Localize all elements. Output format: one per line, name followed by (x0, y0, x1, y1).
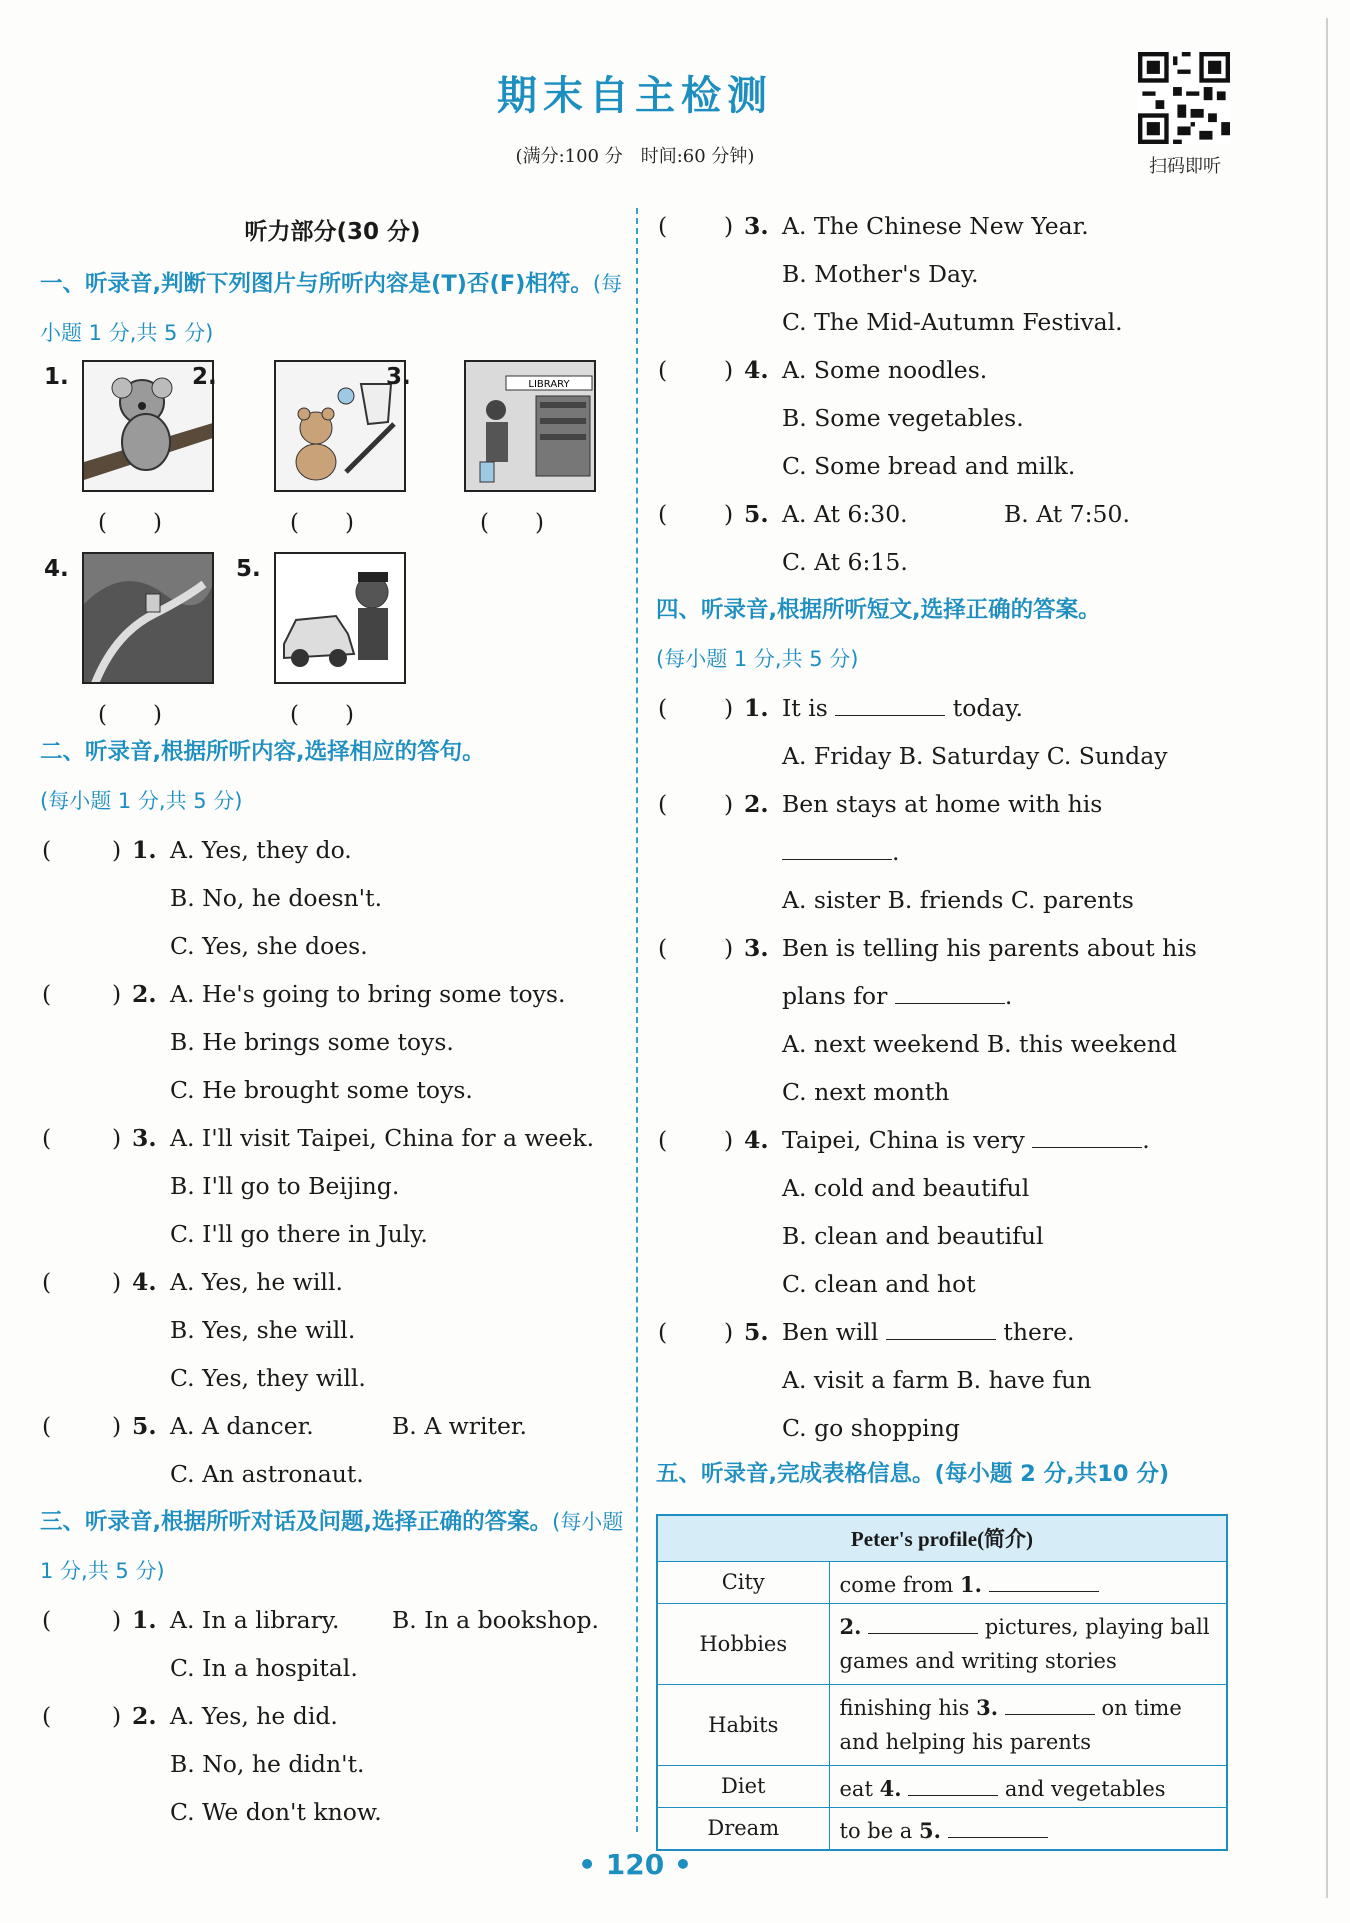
row-content (829, 1561, 1227, 1603)
answer-paren-close: ) (724, 790, 734, 818)
question-item (656, 924, 1231, 972)
question-number: 2. (132, 1702, 157, 1730)
question-item (40, 1692, 625, 1740)
question-stem-end: . (892, 838, 900, 866)
table-row (657, 1603, 1227, 1684)
answer-paren-close: ) (724, 1126, 734, 1154)
blank-number: 2. (839, 1613, 862, 1639)
section2-note: (每小题 1 分,共 5 分) (40, 789, 243, 813)
question-number: 2. (744, 790, 769, 818)
answer-paren-open[interactable]: ( (658, 1126, 668, 1154)
row-text: finishing his (839, 1695, 970, 1720)
answer-paren[interactable]: ( ) (480, 510, 544, 536)
answer-paren[interactable]: ( ) (98, 702, 162, 728)
question-number: 4. (744, 356, 769, 384)
option-b: B. A writer. (392, 1412, 527, 1440)
left-column (40, 205, 625, 1836)
table-row (657, 1807, 1227, 1850)
blank-number: 4. (879, 1775, 902, 1801)
question-options: A. Friday B. Saturday C. Sunday (782, 742, 1168, 770)
answer-paren-open[interactable]: ( (658, 1318, 668, 1346)
question-stem: Ben stays at home with his (782, 790, 1103, 818)
section2-questions (40, 826, 625, 1498)
answer-blank[interactable] (948, 1814, 1048, 1838)
question-item (656, 346, 1231, 394)
police-car-icon (276, 554, 406, 684)
listening-heading: 听力部分(30 分) (244, 219, 421, 245)
option-c: C. An astronaut. (170, 1460, 364, 1488)
option-c: C. Yes, they will. (170, 1364, 366, 1392)
option-a: A. I'll visit Taipei, China for a week. (170, 1124, 595, 1152)
great-wall-icon (84, 554, 214, 684)
option-b: B. Some vegetables. (782, 404, 1024, 432)
row-label: Hobbies (657, 1603, 829, 1684)
option-a: A. A dancer. (170, 1412, 314, 1440)
answer-paren-open[interactable]: ( (658, 694, 668, 722)
question-number: 4. (132, 1268, 157, 1296)
picture-great-wall (82, 552, 214, 684)
answer-paren-close: ) (724, 934, 734, 962)
section2-title: 二、听录音,根据所听内容,选择相应的答句。 (40, 739, 485, 765)
question-item (40, 1402, 625, 1450)
question-stem: Taipei, China is very (782, 1126, 1025, 1154)
option-b: B. At 7:50. (1004, 500, 1130, 528)
answer-paren-open[interactable]: ( (658, 212, 668, 240)
profile-table (656, 1514, 1228, 1851)
question-stem-continued (656, 972, 1231, 1020)
section1-title: 一、听录音,判断下列图片与所听内容是(T)否(F)相符。 (40, 271, 593, 297)
page-edge (1326, 18, 1328, 1898)
table-row (657, 1684, 1227, 1765)
answer-blank[interactable] (1005, 1691, 1095, 1715)
answer-paren-open[interactable]: ( (42, 836, 52, 864)
qr-label: 扫码即听 (1149, 156, 1221, 177)
section5-heading: 五、听录音,完成表格信息。(每小题 2 分,共10 分) (656, 1461, 1170, 1487)
question-stem-continued (656, 828, 1231, 876)
table-row (657, 1765, 1227, 1807)
answer-paren-close: ) (112, 1268, 122, 1296)
option-c: C. We don't know. (170, 1798, 382, 1826)
answer-blank[interactable] (895, 980, 1005, 1004)
option-b: B. No, he doesn't. (170, 884, 383, 912)
option-c: C. I'll go there in July. (170, 1220, 428, 1248)
row-text: to be a (839, 1818, 913, 1843)
question-options: A. sister B. friends C. parents (782, 886, 1134, 914)
row-text-end: and vegetables (1004, 1776, 1166, 1801)
option-b: B. clean and beautiful (782, 1222, 1044, 1250)
answer-paren-close: ) (112, 1702, 122, 1730)
answer-paren-close: ) (724, 1318, 734, 1346)
question-number: 4. (744, 1126, 769, 1154)
section4-heading (656, 586, 1231, 684)
row-label: Dream (657, 1807, 829, 1850)
answer-paren-open[interactable]: ( (658, 934, 668, 962)
option-c: C. At 6:15. (782, 548, 908, 576)
answer-blank[interactable] (782, 836, 892, 860)
question-stem: Ben is telling his parents about his (782, 934, 1197, 962)
answer-paren-open[interactable]: ( (42, 1606, 52, 1634)
row-text-2: games and writing stories (839, 1648, 1117, 1673)
option-b: B. Yes, she will. (170, 1316, 356, 1344)
question-item (40, 1114, 625, 1162)
page-number: • 120 • (578, 1848, 692, 1881)
picture-number: 2. (192, 364, 217, 390)
question-stem-end: . (1004, 982, 1013, 1010)
answer-paren-open[interactable]: ( (42, 980, 52, 1008)
option-a: A. Yes, they do. (170, 836, 352, 864)
question-number: 5. (132, 1412, 157, 1440)
option-b: B. No, he didn't. (170, 1750, 365, 1778)
question-stem-end: there. (1003, 1318, 1075, 1346)
answer-paren-close: ) (112, 980, 122, 1008)
picture-library (464, 360, 596, 492)
question-stem: Ben will (782, 1318, 879, 1346)
option-c: C. In a hospital. (170, 1654, 358, 1682)
picture-police (274, 552, 406, 684)
library-icon (466, 362, 596, 492)
row-content (829, 1603, 1227, 1684)
option-a: A. Some noodles. (782, 356, 988, 384)
table-title: Peter's profile(简介) (657, 1515, 1227, 1561)
option-c: C. Yes, she does. (170, 932, 368, 960)
right-column (656, 202, 1231, 1851)
question-number: 2. (132, 980, 157, 1008)
section1-heading (40, 260, 625, 358)
answer-paren-open[interactable]: ( (658, 790, 668, 818)
section3-title: 三、听录音,根据所听对话及问题,选择正确的答案。 (40, 1509, 553, 1535)
option-c: C. clean and hot (782, 1270, 976, 1298)
answer-paren-close: ) (112, 1412, 122, 1440)
answer-blank[interactable] (868, 1610, 978, 1634)
question-number: 5. (744, 500, 769, 528)
answer-paren-open[interactable]: ( (42, 1124, 52, 1152)
section1-pictures (40, 358, 625, 728)
answer-paren-close: ) (724, 212, 734, 240)
option-b: B. Mother's Day. (782, 260, 979, 288)
section3-questions-left (40, 1596, 625, 1836)
question-number: 1. (744, 694, 769, 722)
question-item (656, 490, 1231, 538)
option-c: C. He brought some toys. (170, 1076, 473, 1104)
answer-paren-close: ) (112, 836, 122, 864)
answer-blank[interactable] (1032, 1124, 1142, 1148)
answer-paren-open[interactable]: ( (42, 1412, 52, 1440)
blank-number: 3. (976, 1694, 999, 1720)
option-a: A. In a library. (170, 1606, 340, 1634)
section3-questions-right (656, 202, 1231, 586)
section1-note: (每小题 1 分,共 5 分) (40, 272, 623, 345)
row-text: come from (839, 1572, 954, 1597)
option-b: B. In a bookshop. (392, 1606, 600, 1634)
question-item (40, 826, 625, 874)
library-sign-text: LIBRARY (528, 379, 570, 390)
question-number: 1. (132, 836, 157, 864)
question-item (40, 1596, 625, 1644)
question-stem-end: today. (952, 694, 1024, 722)
answer-paren-open[interactable]: ( (42, 1268, 52, 1296)
question-number: 3. (744, 212, 769, 240)
question-stem: It is (782, 694, 828, 722)
answer-blank[interactable] (989, 1568, 1099, 1592)
answer-paren-close: ) (724, 694, 734, 722)
question-item (656, 202, 1231, 250)
option-b: B. He brings some toys. (170, 1028, 454, 1056)
option-c: C. Some bread and milk. (782, 452, 1076, 480)
section4-questions (656, 684, 1231, 1452)
page-title: 期末自主检测 (497, 73, 773, 119)
row-text-2: and helping his parents (839, 1729, 1091, 1754)
section2-heading (40, 728, 625, 826)
question-item (656, 1308, 1231, 1356)
answer-paren[interactable]: ( ) (98, 510, 162, 536)
row-label: Diet (657, 1765, 829, 1807)
row-label: Habits (657, 1684, 829, 1765)
question-stem-end: . (1142, 1126, 1150, 1154)
answer-paren-close: ) (724, 500, 734, 528)
section4-title: 四、听录音,根据所听短文,选择正确的答案。 (656, 597, 1101, 623)
blank-number: 1. (959, 1571, 982, 1597)
question-options: C. next month (782, 1078, 950, 1106)
question-item (656, 684, 1231, 732)
answer-paren-open[interactable]: ( (42, 1702, 52, 1730)
answer-blank[interactable] (835, 692, 945, 716)
answer-paren-close: ) (112, 1124, 122, 1152)
picture-number: 4. (44, 556, 69, 582)
answer-blank[interactable] (908, 1772, 998, 1796)
table-row (657, 1561, 1227, 1603)
section3-heading (40, 1498, 625, 1596)
question-number: 3. (744, 934, 769, 962)
blank-number: 5. (919, 1817, 941, 1843)
picture-number: 3. (386, 364, 411, 390)
question-item (656, 780, 1231, 828)
question-options: A. visit a farm B. have fun (782, 1366, 1092, 1394)
answer-paren[interactable]: ( ) (290, 702, 354, 728)
option-a: A. The Chinese New Year. (782, 212, 1089, 240)
section4-note: (每小题 1 分,共 5 分) (656, 647, 859, 671)
question-item (656, 1116, 1231, 1164)
row-content (829, 1807, 1227, 1850)
row-content (829, 1684, 1227, 1765)
picture-number: 1. (44, 364, 69, 390)
column-divider (636, 208, 638, 1832)
option-a: A. cold and beautiful (782, 1174, 1030, 1202)
row-label: City (657, 1561, 829, 1603)
qr-code-icon[interactable] (1138, 52, 1230, 144)
option-a: A. At 6:30. (782, 500, 908, 528)
option-a: A. Yes, he did. (170, 1702, 338, 1730)
answer-paren-close: ) (112, 1606, 122, 1634)
page-subtitle: (满分:100 分 时间:60 分钟) (515, 146, 755, 167)
question-number: 3. (132, 1124, 157, 1152)
option-c: C. The Mid-Autumn Festival. (782, 308, 1123, 336)
answer-paren-open[interactable]: ( (658, 356, 668, 384)
answer-paren-close: ) (724, 356, 734, 384)
option-c: C. go shopping (782, 1414, 960, 1442)
answer-blank[interactable] (886, 1316, 996, 1340)
question-number: 1. (132, 1606, 157, 1634)
row-content (829, 1765, 1227, 1807)
row-text: pictures, playing ball (984, 1614, 1210, 1639)
option-a: A. He's going to bring some toys. (170, 980, 566, 1008)
question-options: A. next weekend B. this weekend (782, 1030, 1177, 1058)
answer-paren[interactable]: ( ) (290, 510, 354, 536)
answer-paren-open[interactable]: ( (658, 500, 668, 528)
row-text: eat (839, 1776, 873, 1801)
row-text-end: on time (1101, 1695, 1182, 1720)
question-stem-mid: plans for (782, 982, 888, 1010)
option-a: A. Yes, he will. (170, 1268, 343, 1296)
section3-note: (每小题 1 分,共 5 分) (40, 1510, 624, 1583)
question-item (40, 970, 625, 1018)
option-b: B. I'll go to Beijing. (170, 1172, 400, 1200)
picture-number: 5. (236, 556, 261, 582)
question-item (40, 1258, 625, 1306)
question-number: 5. (744, 1318, 769, 1346)
